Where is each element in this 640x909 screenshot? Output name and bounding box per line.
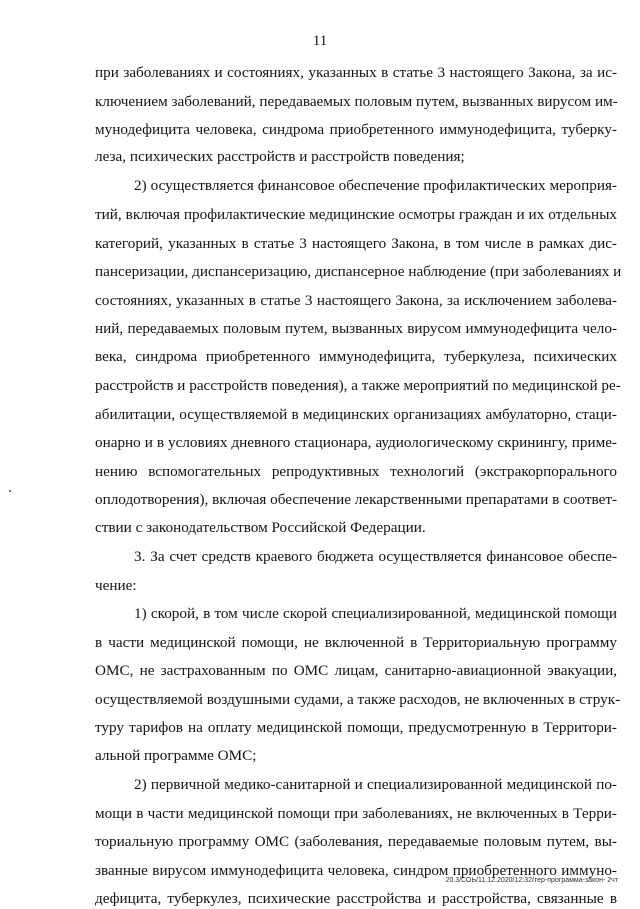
text-line: пансеризации, диспансеризацию, диспансерное наблюдение (при заболеваниях и (95, 263, 622, 280)
text-line: нению вспомогательных репродуктивных технологий (экстракорпорального (95, 463, 617, 480)
page-number: 11 (312, 33, 328, 49)
text-line: при заболеваниях и состояниях, указанных в статье 3 настоящего Закона, за ис- (95, 64, 617, 81)
text-line: ствии с законодательством Российской Федерации. (95, 519, 426, 536)
text-line: альной программе ОМС; (95, 747, 257, 764)
text-line: оплодотворения), включая обеспечение лекарственными препаратами в соответ- (95, 491, 618, 508)
text-line: абилитации, осуществляемой в медицинских организациях амбулаторно, стаци- (95, 406, 617, 423)
text-line: ОМС, не застрахованным по ОМС лицам, санитарно-авиационной эвакуации, (95, 662, 617, 679)
text-line: дефицита, туберкулез, психические расстройства и расстройства, связанные в (95, 890, 617, 907)
text-line: 1) скорой, в том числе скорой специализированной, медицинской помощи (134, 605, 617, 622)
text-line: онарно и в условиях дневного стационара, аудиологическому скринингу, приме- (95, 434, 617, 451)
text-line: ний, передаваемых половым путем, вызванных вирусом иммунодефицита чело- (95, 320, 617, 337)
text-line: тий, включая профилактические медицинские осмотры граждан и их отдельных (95, 206, 617, 223)
text-line: мунодефицита человека, синдрома приобретенного иммунодефицита, туберку- (95, 121, 617, 138)
text-line: состояниях, указанных в статье 3 настоящего Закона, за исключением заболева- (95, 292, 617, 309)
text-line: мощи в части медицинской помощи при заболеваниях, не включенных в Терри- (95, 805, 617, 822)
document-footer-code: 20.3/СОЬ/11.12.2020/12:32/тер-программа-закон- 2чт (445, 877, 618, 884)
margin-mark (9, 490, 11, 492)
text-line: века, синдрома приобретенного иммунодефицита, туберкулеза, психических (95, 348, 617, 365)
text-line: категорий, указанных в статье 3 настоящего Закона, в том числе в рамках дис- (95, 235, 617, 252)
text-line: туру тарифов на оплату медицинской помощи, предусмотренную в Территори- (95, 719, 617, 736)
text-line: в части медицинской помощи, не включенной в Территориальную программу (95, 634, 617, 651)
text-line: 2) первичной медико-санитарной и специализированной медицинской по- (134, 776, 617, 793)
text-line: осуществляемой воздушными судами, а также расходов, не включенных в струк- (95, 691, 621, 708)
text-line: 2) осуществляется финансовое обеспечение профилактических мероприя- (134, 177, 617, 194)
text-line: ключением заболеваний, передаваемых половым путем, вызванных вирусом им- (95, 93, 618, 110)
text-line: званные вирусом иммунодефицита человека, синдром приобретенного иммуно- (95, 862, 617, 879)
text-line: 3. За счет средств краевого бюджета осуществляется финансовое обеспе- (134, 548, 617, 565)
text-line: расстройств и расстройств поведения), а также мероприятий по медицинской ре- (95, 377, 621, 394)
text-line: ториальную программу ОМС (заболевания, передаваемые половым путем, вы- (95, 833, 617, 850)
text-line: леза, психических расстройств и расстройств поведения; (95, 148, 465, 165)
text-line: чение: (95, 577, 137, 594)
